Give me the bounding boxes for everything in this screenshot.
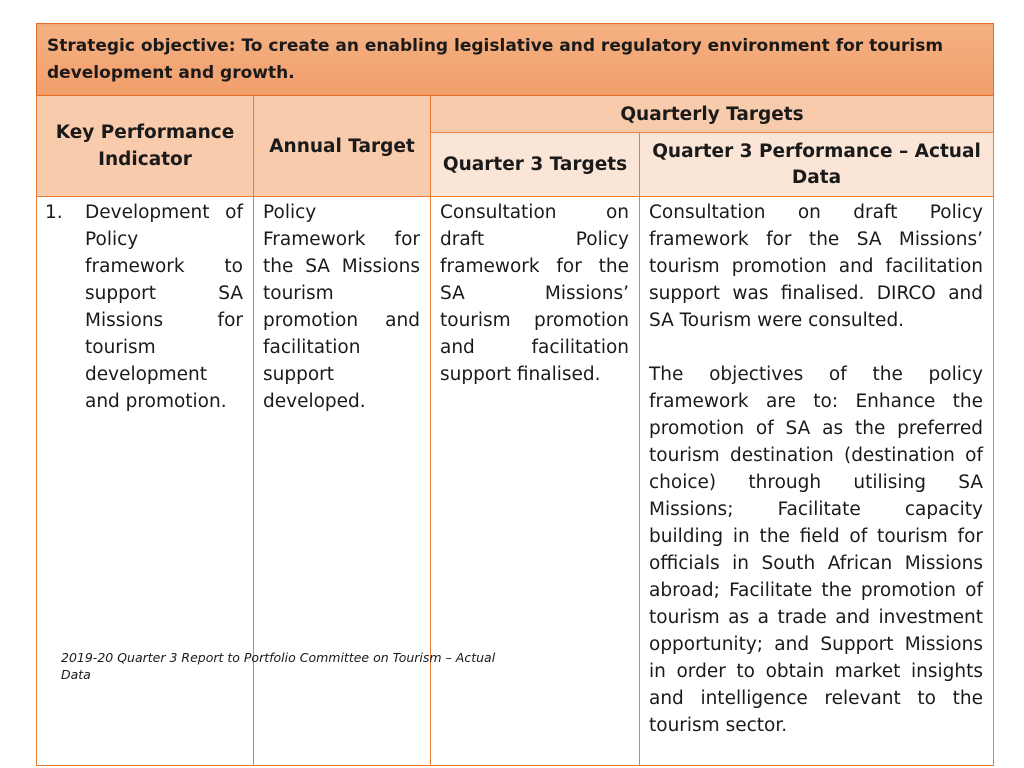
row-number: 1. — [45, 202, 63, 223]
kpi-column-header: Key Performance Indicator — [37, 96, 254, 197]
quarterly-targets-header: Quarterly Targets — [431, 96, 994, 133]
annual-target-column-header: Annual Target — [254, 96, 431, 197]
annual-target-cell: Policy Framework for the SA Missions tourism promotion and facilitation support developed. — [254, 197, 431, 766]
q3-performance-paragraph-2: The objectives of the policy framework are to: Enhance the promotion of SA as the preferred tourism destination (destination of choice) through utilising SA Missions; Facilitate capacity building in the field of tourism for officials in South African Missions abroad; Facilitate the promotion of tourism as a trade and investment opportunity; and Support Missions in order to obtain market insights and intelligence relevant to the tourism sector. — [649, 364, 983, 736]
kpi-text: Development of Policy framework to support SA Missions for tourism development and promotion. — [85, 202, 243, 412]
q3-performance-cell — [640, 197, 994, 766]
q3-targets-column-header: Quarter 3 Targets — [431, 133, 640, 197]
paragraph-gap — [649, 334, 983, 361]
q3-target-cell: Consultation on draft Policy framework for the SA Missions’ tourism promotion and facilitation support finalised. — [431, 197, 640, 766]
footer-note: 2019-20 Quarter 3 Report to Portfolio Committee on Tourism – Actual Data — [61, 650, 496, 682]
q3-performance-paragraph-1: Consultation on draft Policy framework for the SA Missions’ tourism promotion and facilitation support was finalised. DIRCO and SA Tourism were consulted. — [649, 202, 983, 331]
strategic-objective-banner: Strategic objective: To create an enabling legislative and regulatory environment for tourism development and growth. — [37, 24, 994, 96]
q3-performance-column-header: Quarter 3 Performance – Actual Data — [640, 133, 994, 197]
